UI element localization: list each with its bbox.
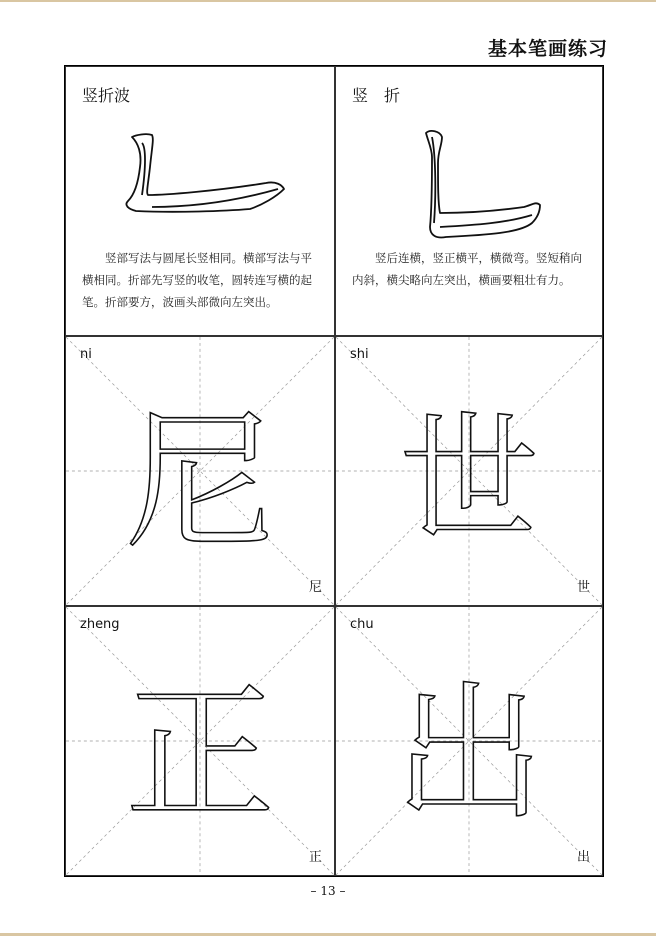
outlined-character: [66, 337, 334, 605]
page-number: – 13 –: [310, 884, 346, 898]
character-label: 出: [576, 850, 590, 865]
outlined-character: [336, 337, 602, 605]
stroke-cell-1: [65, 66, 335, 336]
page-title: 基本笔画练习: [487, 38, 608, 60]
pinyin-label: chu: [350, 617, 374, 632]
stroke-name: 竖 折: [352, 86, 401, 105]
outlined-character: [336, 607, 602, 875]
outlined-character: [66, 607, 334, 875]
stroke-description: 竖后连横，竖正横平，横微弯。竖短稍向内斜，横尖略向左突出，横画要粗壮有力。: [352, 251, 582, 287]
character-cell-zheng: [65, 606, 335, 876]
character-label: 世: [576, 580, 590, 595]
pinyin-label: shi: [350, 347, 369, 362]
character-label: 尼: [308, 580, 322, 595]
practice-grid: [64, 65, 604, 877]
page-top-edge: [0, 0, 656, 2]
character-cell-chu: [335, 606, 603, 876]
stroke-name: 竖折波: [82, 86, 131, 105]
svg-text:正: 正: [125, 668, 275, 842]
character-cell-ni: [65, 336, 335, 606]
stroke-description: 竖部写法与圆尾长竖相同。横部写法与平横相同。折部先写竖的收笔，圆转连写横的起笔。折部要方，波画头部微向左突出。: [82, 251, 312, 309]
pinyin-label: ni: [80, 347, 92, 362]
svg-text:出: 出: [394, 668, 544, 842]
character-label: 正: [308, 850, 322, 865]
svg-text:世: 世: [399, 398, 539, 561]
pinyin-label: zheng: [80, 617, 120, 632]
character-cell-shi: [335, 336, 603, 606]
svg-text:尼: 尼: [125, 396, 275, 570]
stroke-cell-2: [335, 66, 603, 336]
